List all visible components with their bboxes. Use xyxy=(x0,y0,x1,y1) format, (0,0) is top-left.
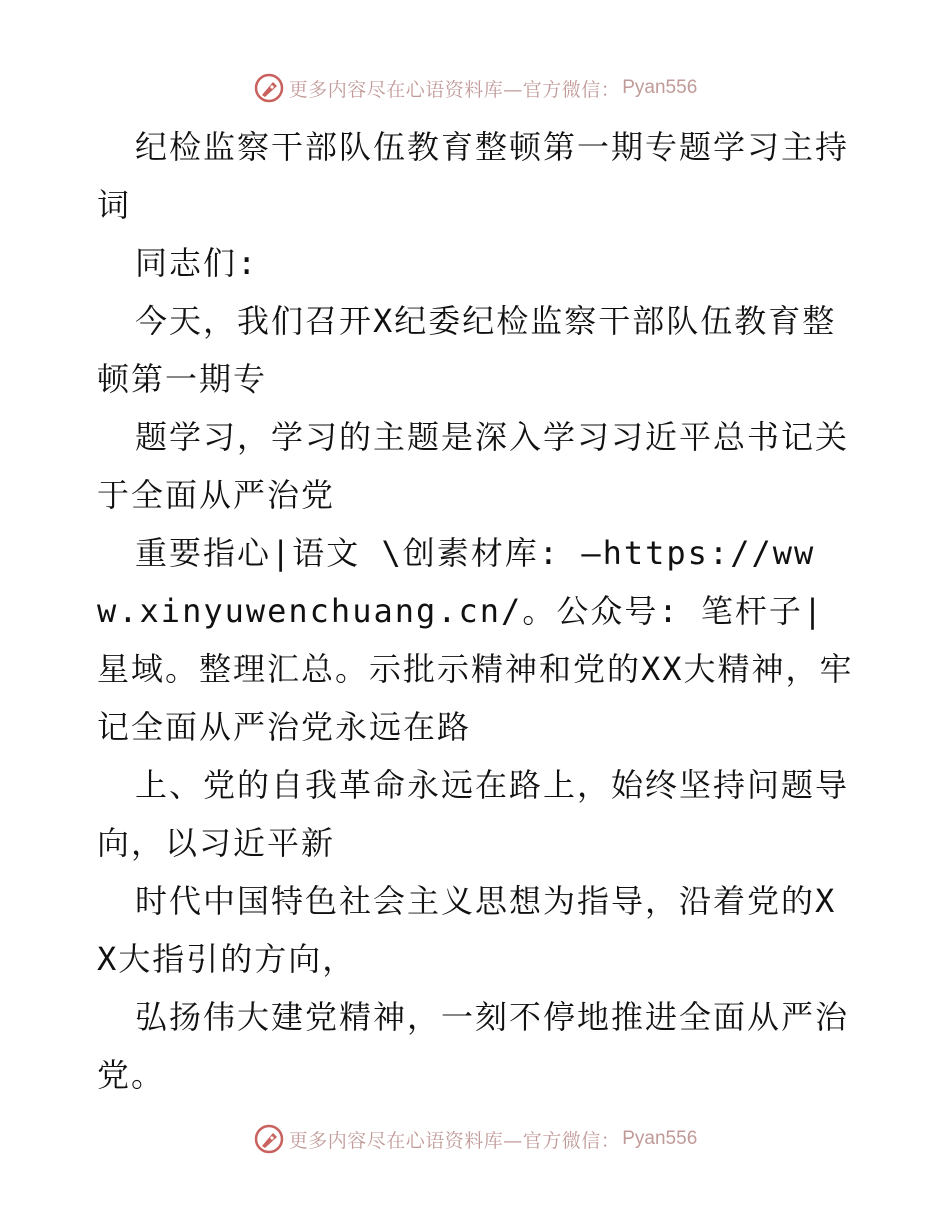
footer-watermark xyxy=(0,1119,950,1159)
pen-nib-circle-icon xyxy=(253,1123,285,1155)
paragraph: 上、党的自我革命永远在路上，始终坚持问题导向，以习近平新 xyxy=(97,766,850,862)
document-body xyxy=(97,118,857,1104)
paragraph: 今天，我们召开X纪委纪检监察干部队伍教育整顿第一期专 xyxy=(97,302,837,398)
document-title: 纪检监察干部队伍教育整顿第一期专题学习主持词 xyxy=(97,128,850,224)
watermark-handle: Pyan556 xyxy=(622,1128,698,1149)
paragraph: 同志们: xyxy=(135,244,259,282)
paragraph: 时代中国特色社会主义思想为指导，沿着党的XX大指引的方向， xyxy=(97,882,837,978)
pen-nib-circle-icon xyxy=(253,72,285,104)
watermark-text: 更多内容尽在心语资料库—官方微信： xyxy=(288,1129,621,1152)
paragraph: 弘扬伟大建党精神，一刻不停地推进全面从严治党。 xyxy=(97,998,850,1094)
watermark-text: 更多内容尽在心语资料库—官方微信： xyxy=(288,78,621,101)
watermark-handle: Pyan556 xyxy=(622,77,698,98)
paragraph: 重要指心|语文 \创素材库: —https://www.xinyuwenchuang.cn/。公众号: 笔杆子|星域。整理汇总。示批示精神和党的XX大精神，牢记全面从严治党永远在路 xyxy=(97,534,854,746)
paragraph: 题学习，学习的主题是深入学习习近平总书记关于全面从严治党 xyxy=(97,418,850,514)
header-watermark xyxy=(0,68,950,108)
